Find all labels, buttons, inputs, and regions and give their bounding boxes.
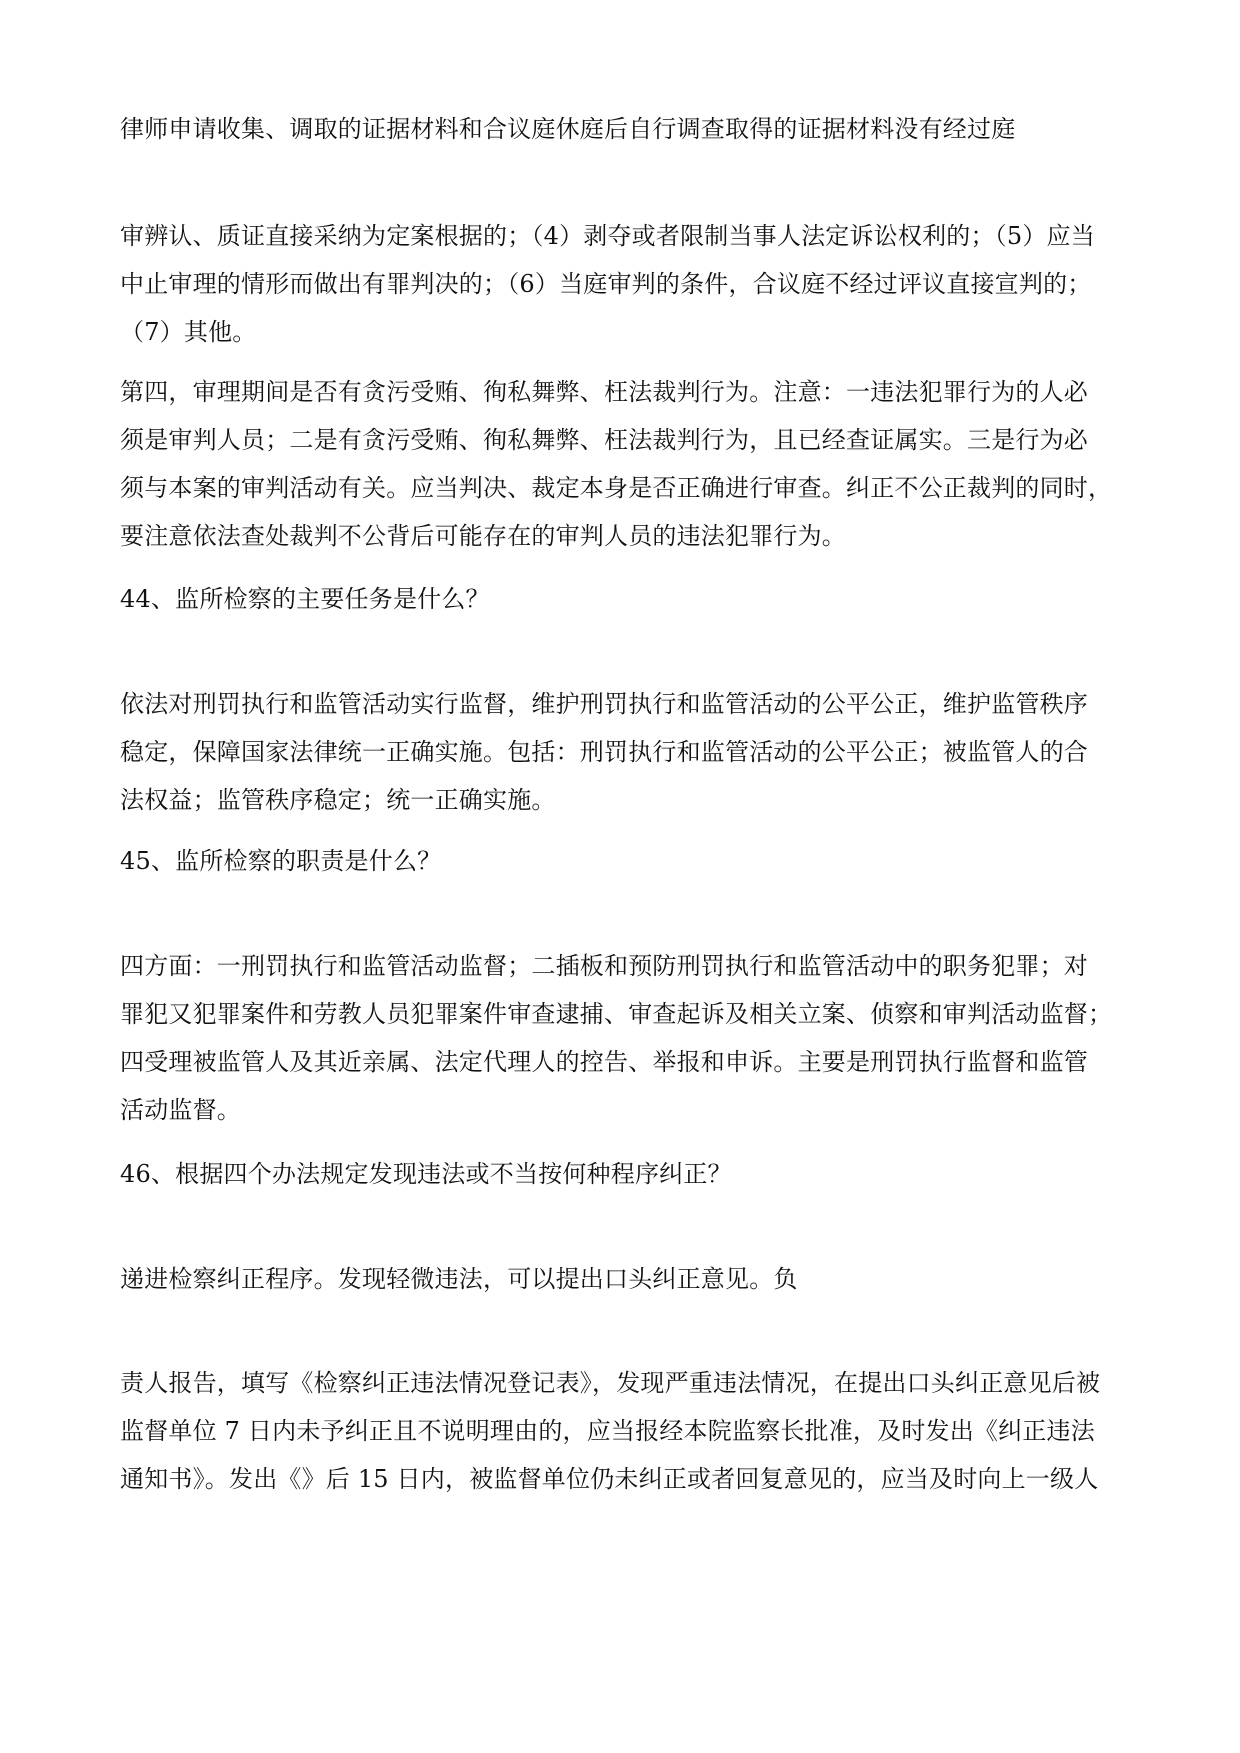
text-line: 46、根据四个办法规定发现违法或不当按何种程序纠正？ <box>120 1160 732 1188</box>
text-line: 律师申请收集、调取的证据材料和合议庭休庭后自行调查取得的证据材料没有经过庭 <box>120 115 1016 143</box>
text-line: （7）其他。 <box>120 318 257 346</box>
paragraph-evidence-continuation <box>120 105 1130 153</box>
answer-46-paragraph-continued <box>120 1359 1130 1503</box>
paragraph-fourth-point <box>120 368 1130 560</box>
question-46-heading <box>120 1150 1130 1198</box>
text-line: 审辨认、质证直接采纳为定案根据的；（4）剥夺或者限制当事人法定诉讼权利的；（5）应当 <box>120 222 1095 250</box>
text-line: 44、监所检察的主要任务是什么？ <box>120 585 490 613</box>
text-line: 责人报告，填写《检察纠正违法情况登记表》，发现严重违法情况，在提出口头纠正意见后被 <box>120 1369 1101 1397</box>
answer-46-paragraph-start <box>120 1255 1130 1303</box>
text-line: 中止审理的情形而做出有罪判决的；（6）当庭审判的条件，合议庭不经过评议直接宣判的； <box>120 270 1092 298</box>
text-line: 监督单位 7 日内未予纠正且不说明理由的，应当报经本院监察长批准，及时发出《纠正违法 <box>120 1417 1095 1445</box>
text-line: 依法对刑罚执行和监管活动实行监督，维护刑罚执行和监管活动的公平公正，维护监管秩序 <box>120 690 1088 718</box>
text-line: 须是审判人员；二是有贪污受贿、徇私舞弊、枉法裁判行为，且已经查证属实。三是行为必 <box>120 426 1088 454</box>
text-line: 第四，审理期间是否有贪污受贿、徇私舞弊、枉法裁判行为。注意：一违法犯罪行为的人必 <box>120 378 1088 406</box>
text-line: 法权益；监管秩序稳定；统一正确实施。 <box>120 786 556 814</box>
question-45-heading <box>120 837 1130 885</box>
text-line: 罪犯又犯罪案件和劳教人员犯罪案件审查逮捕、审查起诉及相关立案、侦察和审判活动监督； <box>120 1000 1113 1028</box>
text-line: 递进检察纠正程序。发现轻微违法，可以提出口头纠正意见。负 <box>120 1265 798 1293</box>
text-line: 稳定，保障国家法律统一正确实施。包括：刑罚执行和监管活动的公平公正；被监管人的合 <box>120 738 1088 766</box>
answer-45-paragraph <box>120 942 1130 1134</box>
text-line: 通知书》。发出《》后 15 日内，被监督单位仍未纠正或者回复意见的，应当及时向上一级人 <box>120 1465 1099 1493</box>
text-line: 四方面：一刑罚执行和监管活动监督；二插板和预防刑罚执行和监管活动中的职务犯罪；对 <box>120 952 1088 980</box>
text-line: 须与本案的审判活动有关。应当判决、裁定本身是否正确进行审查。纠正不公正裁判的同时， <box>120 474 1113 502</box>
question-44-heading <box>120 575 1130 623</box>
text-line: 45、监所检察的职责是什么？ <box>120 847 442 875</box>
paragraph-trial-violations <box>120 212 1130 356</box>
answer-44-paragraph <box>120 680 1130 824</box>
text-line: 四受理被监管人及其近亲属、法定代理人的控告、举报和申诉。主要是刑罚执行监督和监管 <box>120 1048 1088 1076</box>
text-line: 活动监督。 <box>120 1096 241 1124</box>
text-line: 要注意依法查处裁判不公背后可能存在的审判人员的违法犯罪行为。 <box>120 522 846 550</box>
